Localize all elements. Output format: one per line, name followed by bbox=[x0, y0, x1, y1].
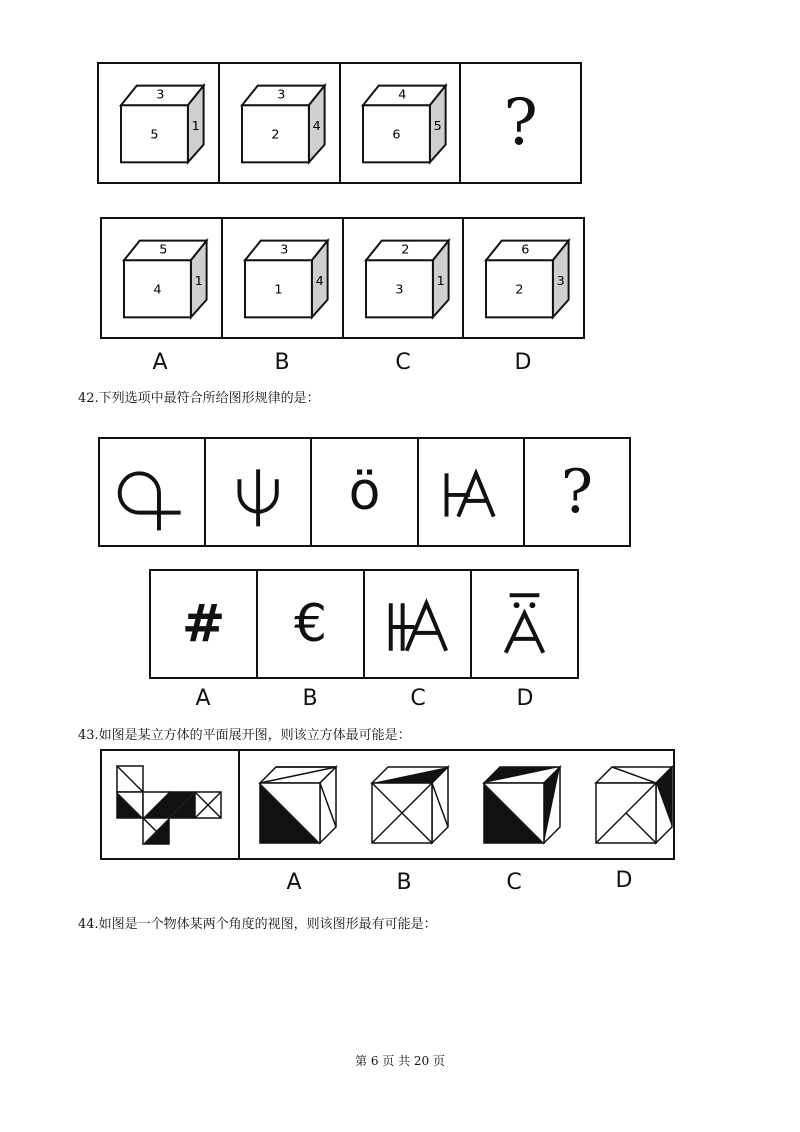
cube-top-number: 2 bbox=[400, 242, 409, 258]
o-umlaut-symbol: ö bbox=[348, 462, 381, 522]
option-label-d: D bbox=[514, 350, 532, 375]
cube-top-number: 5 bbox=[159, 242, 168, 258]
q41-option-b[interactable] bbox=[223, 219, 344, 337]
q42-question-text: 42.下列选项中最符合所给图形规律的是： bbox=[78, 391, 320, 406]
q43-option-c[interactable] bbox=[476, 759, 568, 851]
hash-symbol: # bbox=[181, 594, 226, 654]
loop-cross-symbol bbox=[100, 439, 204, 545]
option-label-a: A bbox=[286, 870, 302, 895]
cube-figure bbox=[220, 64, 339, 182]
cube-top-number: 4 bbox=[397, 87, 406, 103]
q42-symbol-2 bbox=[206, 439, 312, 545]
q41-question-mark-cell bbox=[461, 64, 580, 182]
cube-side-number: 4 bbox=[315, 273, 324, 289]
q41-question-cube-2 bbox=[220, 64, 341, 182]
option-label-b: B bbox=[302, 686, 318, 711]
q41-option-d[interactable] bbox=[464, 219, 583, 337]
q43-question-text: 43.如图是某立方体的平面展开图，则该立方体最可能是： bbox=[78, 728, 411, 743]
q43-option-b[interactable] bbox=[364, 759, 456, 851]
q42-option-c[interactable] bbox=[365, 571, 472, 677]
option-label-a: A bbox=[195, 686, 211, 711]
cube-side-number: 5 bbox=[433, 118, 442, 134]
euro-symbol: € bbox=[293, 594, 328, 654]
option-label-b: B bbox=[274, 350, 290, 375]
cube-front-number: 4 bbox=[153, 282, 162, 298]
q42-symbol-1 bbox=[100, 439, 206, 545]
h-a-ligature-symbol bbox=[419, 439, 523, 545]
cube-figure bbox=[464, 219, 583, 337]
q42-option-d[interactable] bbox=[472, 571, 577, 677]
q42-option-a[interactable] bbox=[151, 571, 258, 677]
question-mark: ? bbox=[560, 457, 593, 527]
q41-option-row bbox=[100, 217, 585, 339]
cube-figure bbox=[102, 219, 221, 337]
psi-symbol bbox=[206, 439, 310, 545]
q43-option-a[interactable] bbox=[252, 759, 344, 851]
a-bar-umlaut-symbol bbox=[472, 571, 577, 677]
cube-side-number: 3 bbox=[556, 273, 566, 289]
cube-front-number: 5 bbox=[150, 127, 159, 143]
option-label-c: C bbox=[395, 350, 411, 375]
question-mark: ? bbox=[503, 86, 538, 160]
cube-figure bbox=[223, 219, 342, 337]
cube-front-number: 2 bbox=[271, 127, 280, 143]
q42-option-b[interactable] bbox=[258, 571, 365, 677]
q41-question-row bbox=[97, 62, 582, 184]
cube-top-number: 6 bbox=[521, 242, 530, 258]
cube-net-figure bbox=[112, 761, 232, 851]
cube-top-number: 3 bbox=[277, 87, 286, 103]
option-label-c: C bbox=[410, 686, 426, 711]
option-label-c: C bbox=[506, 870, 522, 895]
q42-question-row bbox=[98, 437, 631, 547]
q41-question-cube-1 bbox=[99, 64, 220, 182]
page-footer: 第 6 页 共 20 页 bbox=[355, 1054, 445, 1068]
q41-option-a[interactable] bbox=[102, 219, 223, 337]
q42-symbol-3 bbox=[312, 439, 418, 545]
option-label-b: B bbox=[396, 870, 412, 895]
cube-front-number: 1 bbox=[274, 282, 283, 298]
cube-front-number: 6 bbox=[391, 127, 401, 143]
option-label-a: A bbox=[152, 350, 168, 375]
q42-question-mark-cell bbox=[525, 439, 629, 545]
h-a-double-ligature-symbol bbox=[365, 571, 470, 677]
option-label-d: D bbox=[516, 686, 534, 711]
cube-front-number: 2 bbox=[515, 282, 524, 298]
q42-symbol-4 bbox=[419, 439, 525, 545]
cube-side-number: 1 bbox=[191, 118, 200, 134]
option-label-d: D bbox=[615, 868, 633, 893]
q43-option-d[interactable] bbox=[588, 759, 680, 851]
divider bbox=[238, 751, 240, 858]
cube-front-number: 3 bbox=[394, 282, 404, 298]
cube-side-number: 4 bbox=[312, 118, 321, 134]
q43-figure-row bbox=[100, 749, 675, 860]
cube-top-number: 3 bbox=[280, 242, 289, 258]
q41-option-c[interactable] bbox=[344, 219, 465, 337]
q42-option-row bbox=[149, 569, 579, 679]
q44-question-text: 44.如图是一个物体某两个角度的视图，则该图形最有可能是： bbox=[78, 917, 437, 932]
cube-figure bbox=[341, 64, 460, 182]
cube-figure bbox=[99, 64, 218, 182]
cube-side-number: 1 bbox=[436, 273, 445, 289]
cube-top-number: 3 bbox=[156, 87, 165, 103]
q41-question-cube-3 bbox=[341, 64, 462, 182]
cube-figure bbox=[344, 219, 463, 337]
cube-side-number: 1 bbox=[194, 273, 203, 289]
